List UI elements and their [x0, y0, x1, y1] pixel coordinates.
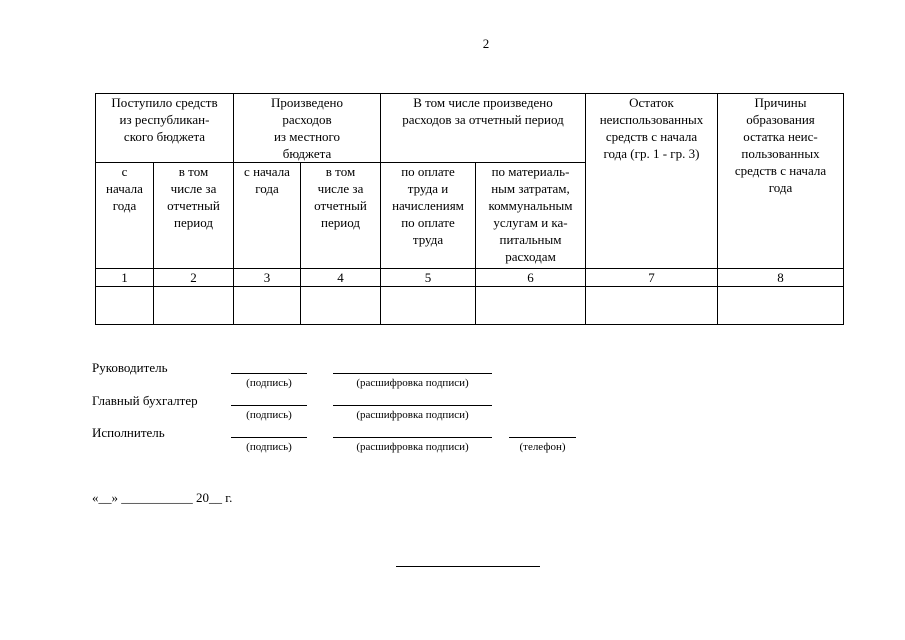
column-number: 1	[96, 269, 154, 287]
transcript-caption: (расшифровка подписи)	[356, 377, 469, 389]
column-number: 6	[476, 269, 586, 287]
data-cell[interactable]	[234, 287, 301, 325]
chief-accountant-label: Главный бухгалтер	[92, 393, 198, 408]
page-number: 2	[482, 36, 490, 51]
header-period-expenses: В том числе произведено расходов за отчетный период	[381, 94, 586, 163]
header-republican-budget: Поступило средств из республикан- ского бюджета	[96, 94, 234, 163]
table-header-row	[96, 94, 844, 163]
header-balance-reasons: Причины образования остатка неис- пользованных средств с начала года	[718, 94, 844, 269]
head-signature-line[interactable]	[231, 373, 307, 374]
executor-phone-line[interactable]	[509, 437, 576, 438]
executor-label: Исполнитель	[92, 425, 165, 440]
signature-caption: (подпись)	[246, 409, 292, 421]
column-number: 4	[301, 269, 381, 287]
data-cell[interactable]	[301, 287, 381, 325]
column-number: 5	[381, 269, 476, 287]
data-cell[interactable]	[718, 287, 844, 325]
data-cell[interactable]	[154, 287, 234, 325]
signature-caption: (подпись)	[246, 441, 292, 453]
table-data-row	[96, 287, 844, 325]
date-line[interactable]: «__» ___________ 20__ г.	[92, 490, 233, 505]
chief-accountant-transcript-line[interactable]	[333, 405, 492, 406]
column-number-row	[96, 269, 844, 287]
header-unused-balance: Остаток неиспользованных средств с начала года (гр. 1 - гр. 3)	[586, 94, 718, 269]
column-number: 3	[234, 269, 301, 287]
subheader-col-2: в том числе за отчетный период	[154, 163, 234, 269]
subheader-col-1: с начала года	[96, 163, 154, 269]
signature-caption: (подпись)	[246, 377, 292, 389]
head-transcript-line[interactable]	[333, 373, 492, 374]
subheader-col-4: в том числе за отчетный период	[301, 163, 381, 269]
column-number: 7	[586, 269, 718, 287]
head-label: Руководитель	[92, 360, 168, 375]
data-cell[interactable]	[381, 287, 476, 325]
bottom-separator-line	[396, 566, 540, 567]
phone-caption: (телефон)	[519, 441, 566, 453]
report-table	[95, 93, 844, 325]
subheader-col-5: по оплате труда и начислениям по оплате труда	[381, 163, 476, 269]
executor-transcript-line[interactable]	[333, 437, 492, 438]
column-number: 8	[718, 269, 844, 287]
data-cell[interactable]	[476, 287, 586, 325]
subheader-col-3: с начала года	[234, 163, 301, 269]
header-local-budget-expenses: Произведено расходов из местного бюджета	[234, 94, 381, 163]
data-cell[interactable]	[96, 287, 154, 325]
transcript-caption: (расшифровка подписи)	[356, 409, 469, 421]
subheader-col-6: по материаль- ным затратам, коммунальным услугам и ка- питальным расходам	[476, 163, 586, 269]
column-number: 2	[154, 269, 234, 287]
data-cell[interactable]	[586, 287, 718, 325]
executor-signature-line[interactable]	[231, 437, 307, 438]
transcript-caption: (расшифровка подписи)	[356, 441, 469, 453]
chief-accountant-signature-line[interactable]	[231, 405, 307, 406]
